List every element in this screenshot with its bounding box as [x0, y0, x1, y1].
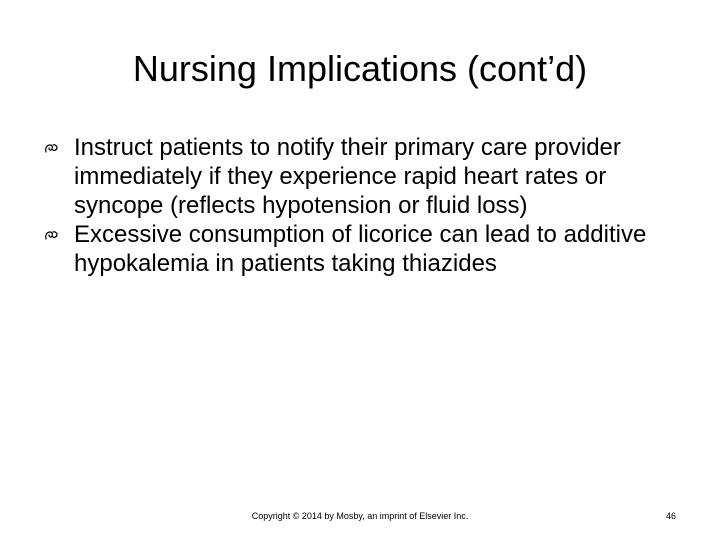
bullet-list: [44, 133, 684, 278]
page-number: 46: [665, 511, 676, 521]
curl-bullet-icon: [44, 229, 58, 241]
curl-bullet-icon: [44, 142, 58, 154]
bullet-item: [44, 133, 684, 220]
footer-copyright: Copyright © 2014 by Mosby, an imprint of Elsevier Inc.: [251, 511, 469, 521]
bullet-item: [44, 220, 684, 278]
bullet-text: Instruct patients to notify their primary care provider immediately if they experience rapid heart rates or syncope (reflects hypotension or fluid loss): [74, 134, 621, 219]
slide-title: Nursing Implications (cont’d): [132, 48, 588, 89]
bullet-text: Excessive consumption of licorice can lead to additive hypokalemia in patients taking thiazides: [74, 221, 647, 277]
